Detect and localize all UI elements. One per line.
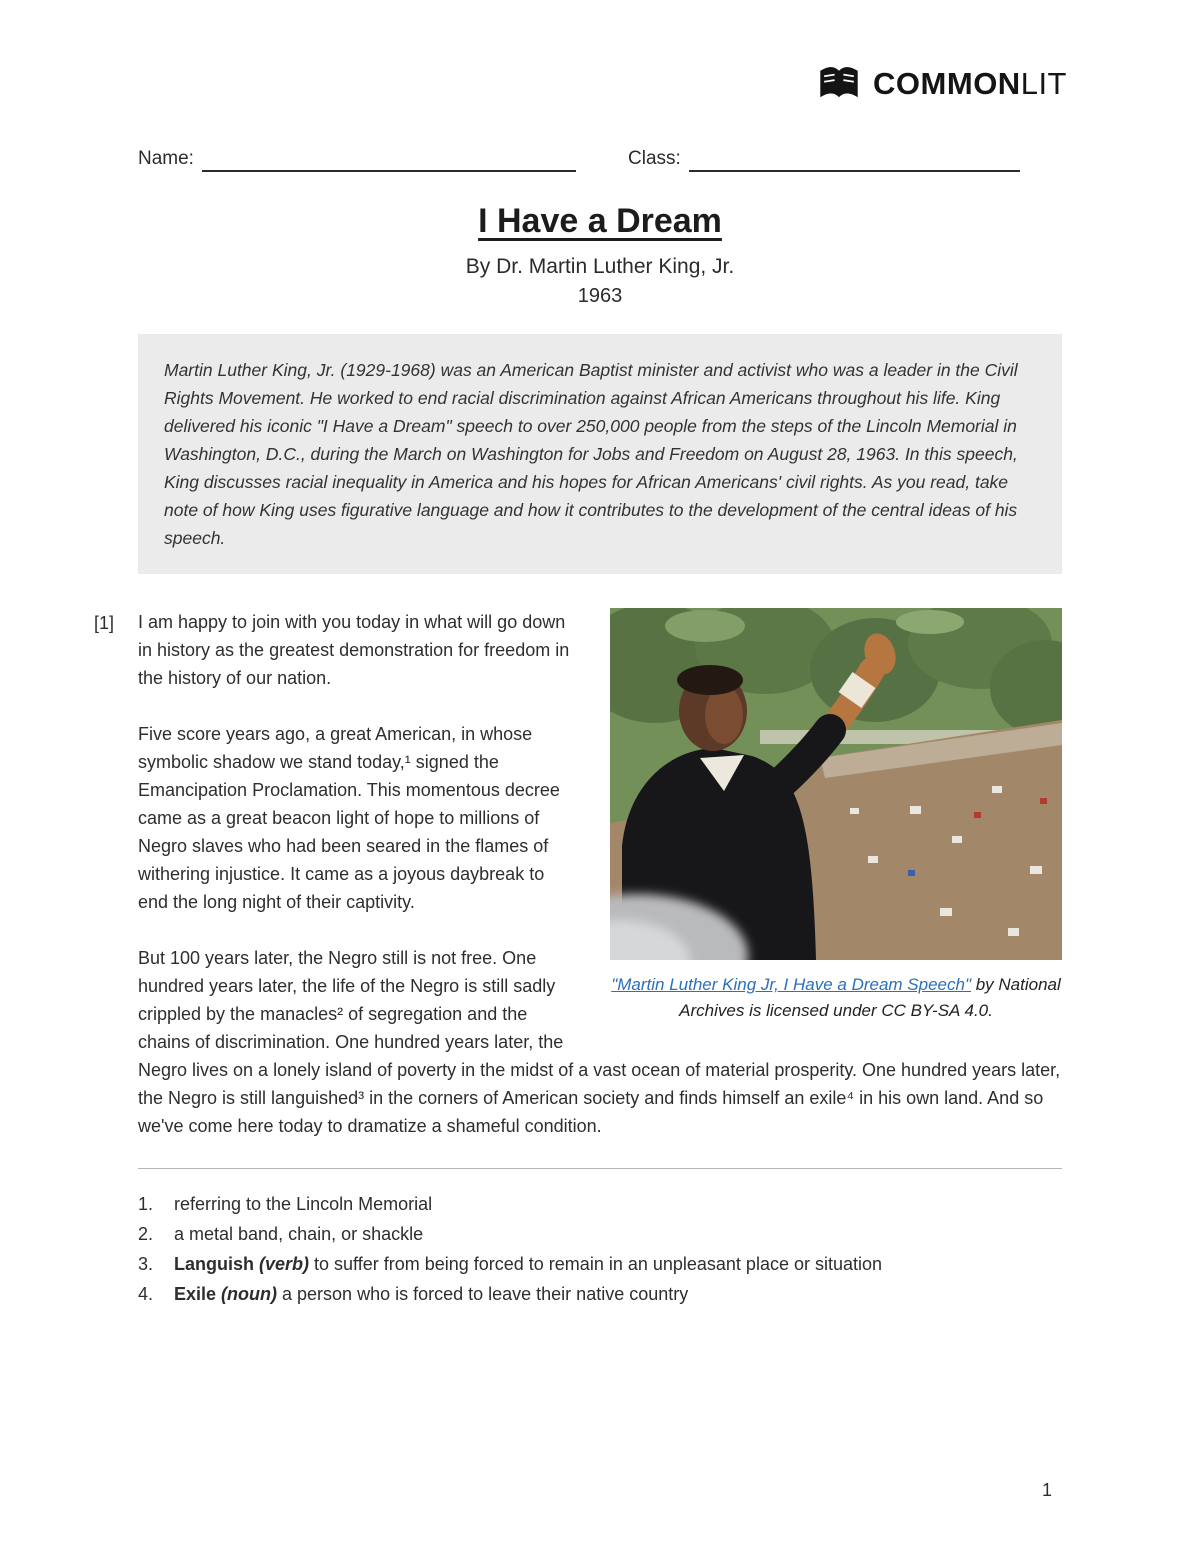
page-number: 1: [1041, 1480, 1052, 1500]
caption-license-text: by National Archives is licensed under CC BY-SA 4.0.: [679, 975, 1061, 1020]
footnote-divider: [138, 1168, 1062, 1169]
class-label: Class:: [628, 148, 681, 169]
name-class-row: [138, 148, 1062, 172]
name-blank-line: [202, 148, 576, 172]
logo-text-common: COMMON: [873, 66, 1021, 101]
page-title: I Have a Dream: [478, 202, 722, 240]
paragraph-number: [1]: [94, 613, 115, 633]
mlk-speech-photo: [610, 608, 1062, 960]
caption-source-link[interactable]: "Martin Luther King Jr, I Have a Dream Speech": [611, 975, 971, 994]
publication-year: 1963: [577, 285, 623, 307]
footnote-3: [138, 1249, 1062, 1279]
footnote-number: 4.: [138, 1284, 154, 1304]
footnote-number: 2.: [138, 1224, 154, 1244]
footnote-text: Languish (verb) to suffer from being forced to remain in an unpleasant place or situation: [174, 1254, 883, 1274]
footnote-text: a metal band, chain, or shackle: [174, 1224, 424, 1244]
logo-wordmark: [873, 66, 1067, 102]
name-field: [138, 148, 576, 172]
article-body: [94, 608, 1062, 1140]
figure: [610, 608, 1062, 1024]
paragraph-1: I am happy to join with you today in what will go down in history as the greatest demonstration for freedom in the history of our nation.: [138, 612, 570, 688]
commonlit-logo: [817, 64, 1067, 104]
paragraph-2: Five score years ago, a great American, in whose symbolic shadow we stand today,¹ signed the Emancipation Proclamation. This momentous decree came as a great beacon light of hope to millions of Negro slaves who had been seared in the flames of withering injustice. It came as a joyous daybreak to end the long night of their captivity.: [138, 724, 560, 912]
open-book-icon: [817, 64, 861, 104]
class-field: [628, 148, 1020, 172]
footnotes-list: [138, 1189, 1062, 1309]
name-label: Name:: [138, 148, 194, 169]
footnote-2: [138, 1219, 1062, 1249]
footnote-text: Exile (noun) a person who is forced to leave their native country: [174, 1284, 689, 1304]
footnote-number: 3.: [138, 1254, 154, 1274]
class-blank-line: [689, 148, 1020, 172]
author-byline: By Dr. Martin Luther King, Jr.: [465, 255, 735, 278]
paragraph-3: But 100 years later, the Negro still is not free. One hundred years later, the life of the Negro is still sadly crippled by the manacles² of segregation and the chains of discrimination. One hundred years later, the Negro lives on a lonely island of poverty in the midst of a vast ocean of material prosperity. One hundred years later, the Negro is still languished³ in the corners of American society and finds himself an exile⁴ in his own land. And so we've come here today to dramatize a shameful condition.: [138, 948, 1061, 1136]
footnote-4: [138, 1279, 1062, 1309]
figure-caption: [610, 972, 1062, 1024]
footnote-1: [138, 1189, 1062, 1219]
footnote-text: referring to the Lincoln Memorial: [174, 1194, 433, 1214]
author-intro-box: Martin Luther King, Jr. (1929-1968) was an American Baptist minister and activist who was a leader in the Civil Rights Movement. He worked to end racial discrimination against African Americans throughout his life. King delivered his iconic "I Have a Dream" speech to over 250,000 people from the steps of the Lincoln Memorial in Washington, D.C., during the March on Washington for Jobs and Freedom on August 28, 1963. In this speech, King discusses racial inequality in America and his hopes for African Americans' civil rights. As you read, take note of how King uses figurative language and how it contributes to the development of the central ideas of his speech.: [138, 334, 1062, 574]
footnote-number: 1.: [138, 1194, 154, 1214]
logo-text-lit: LIT: [1020, 66, 1067, 101]
